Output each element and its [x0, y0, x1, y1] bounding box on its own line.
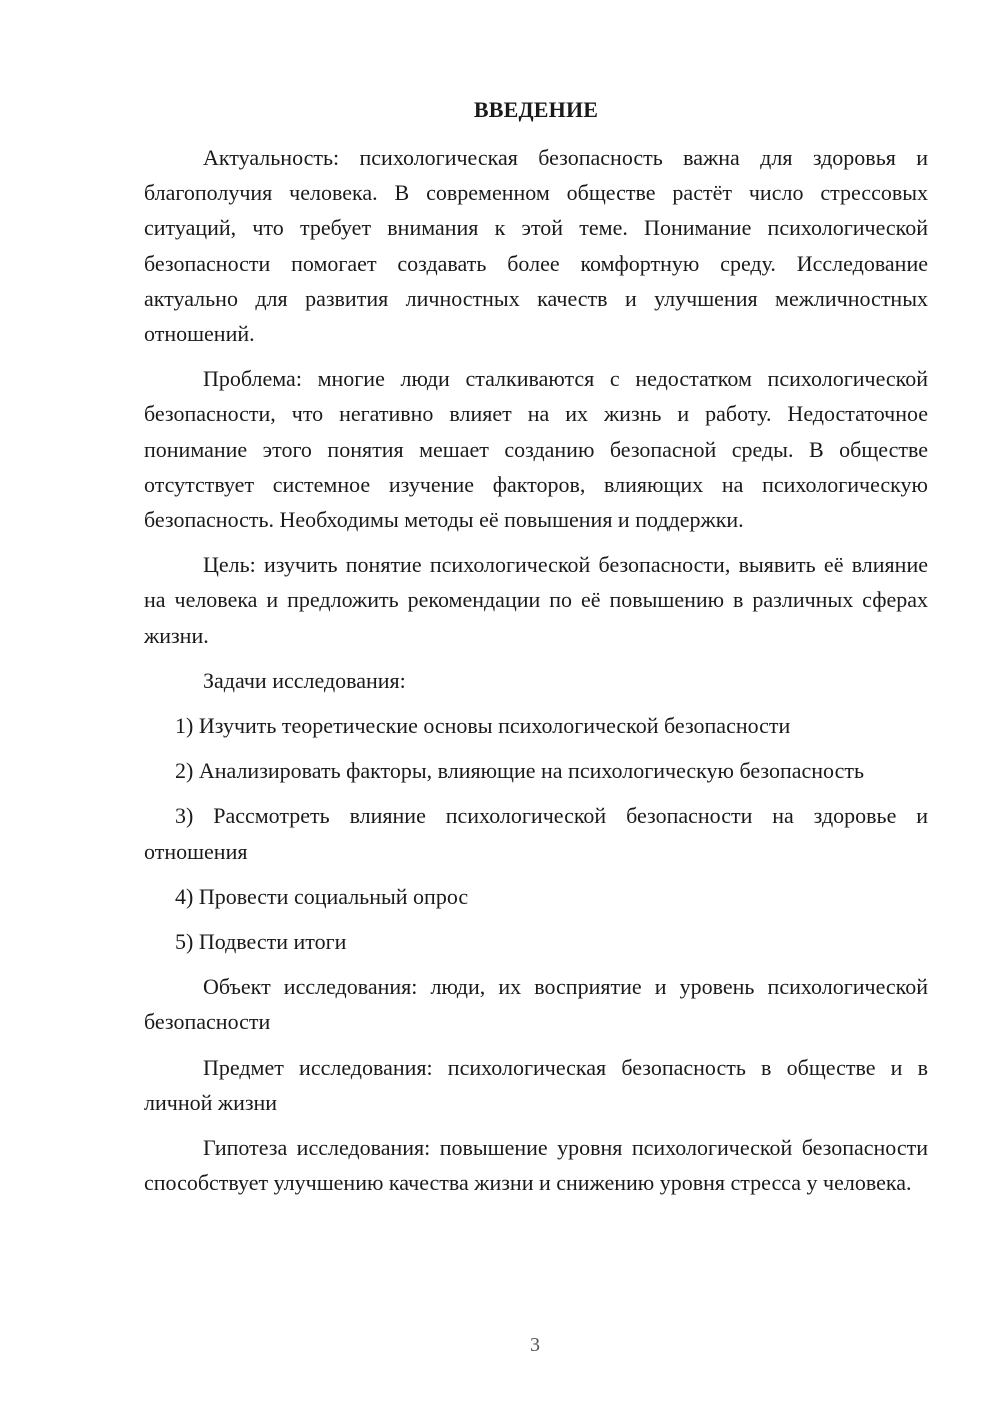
- paragraph-object: Объект исследования: люди, их восприятие и уровень психологической безопасности: [144, 974, 928, 1035]
- section-title: ВВЕДЕНИЕ: [473, 97, 599, 122]
- document-page: [144, 92, 928, 1210]
- task-item-3: 3) Рассмотреть влияние психологической безопасности на здоровье и отношения: [144, 803, 928, 864]
- task-item-2: 2) Анализировать факторы, влияющие на психологическую безопасность: [175, 758, 864, 784]
- page-number: 3: [530, 1334, 540, 1356]
- paragraph-tasks-heading: Задачи исследования:: [203, 667, 406, 693]
- paragraph-goal: Цель: изучить понятие психологической безопасности, выявить её влияние на человека и предложить рекомендации по её повышению в различных сферах жизни.: [144, 552, 928, 648]
- task-item-1: 1) Изучить теоретические основы психологической безопасности: [175, 713, 791, 739]
- paragraph-subject: Предмет исследования: психологическая безопасность в обществе и в личной жизни: [144, 1054, 928, 1115]
- task-item-5: 5) Подвести итоги: [175, 929, 347, 955]
- task-item-4: 4) Провести социальный опрос: [175, 883, 469, 909]
- paragraph-relevance: Актуальность: психологическая безопасность важна для здоровья и благополучия человека. В современном обществе растёт число стрессовых ситуаций, что требует внимания к этой теме. Понимание психологической безопасности помогает создавать более комфортную среду. Исследование актуально для развития личностных качеств и улучшения межличностных отношений.: [144, 145, 928, 347]
- paragraph-hypothesis: Гипотеза исследования: повышение уровня психологической безопасности способствует улучшению качества жизни и снижению уровня стресса у человека.: [144, 1135, 928, 1196]
- paragraph-problem: Проблема: многие люди сталкиваются с недостатком психологической безопасности, что негативно влияет на их жизнь и работу. Недостаточное понимание этого понятия мешает созданию безопасной среды. В обществе отсутствует системное изучение факторов, влияющих на психологическую безопасность. Необходимы методы её повышения и поддержки.: [144, 366, 928, 533]
